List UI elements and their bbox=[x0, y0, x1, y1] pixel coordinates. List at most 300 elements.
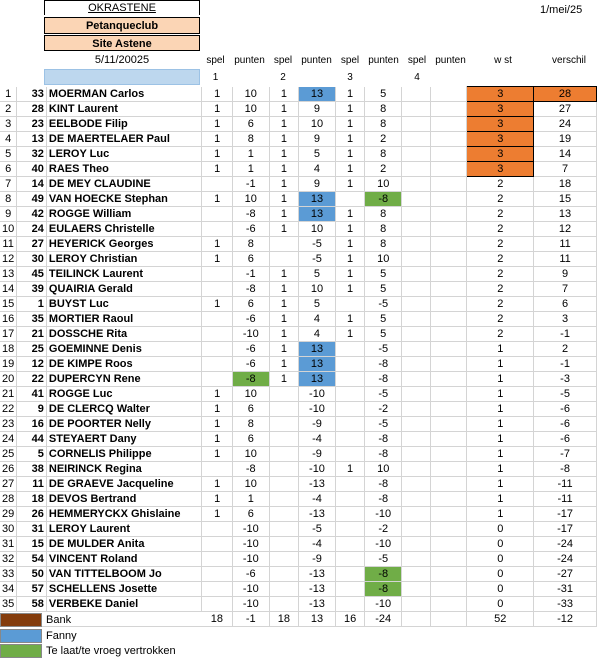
score-cell[interactable]: 10 bbox=[232, 87, 269, 102]
score-cell[interactable]: 5 bbox=[299, 297, 336, 312]
score-cell[interactable]: 19 bbox=[534, 132, 597, 147]
score-cell[interactable]: 5 bbox=[299, 267, 336, 282]
member-number-cell[interactable]: 35 bbox=[17, 312, 47, 327]
score-cell[interactable]: 1 bbox=[202, 102, 233, 117]
score-cell[interactable] bbox=[401, 192, 430, 207]
table-row[interactable] bbox=[0, 87, 597, 102]
member-number-cell[interactable]: 30 bbox=[17, 252, 47, 267]
score-cell[interactable]: 10 bbox=[365, 177, 402, 192]
rank-cell[interactable]: 8 bbox=[0, 192, 17, 207]
score-cell[interactable]: 1 bbox=[232, 147, 269, 162]
score-cell[interactable]: 2 bbox=[365, 162, 402, 177]
score-cell[interactable] bbox=[202, 582, 233, 597]
score-cell[interactable] bbox=[431, 177, 467, 192]
score-cell[interactable] bbox=[202, 597, 233, 612]
score-cell[interactable]: 0 bbox=[467, 597, 534, 612]
score-cell[interactable] bbox=[401, 312, 430, 327]
score-cell[interactable]: -8 bbox=[365, 477, 402, 492]
player-name-cell[interactable]: HEMMERYCKX Ghislaine bbox=[46, 507, 201, 522]
score-cell[interactable]: 1 bbox=[202, 432, 233, 447]
score-cell[interactable]: 1 bbox=[202, 402, 233, 417]
table-row[interactable] bbox=[0, 342, 597, 357]
score-cell[interactable]: 2 bbox=[467, 177, 534, 192]
member-number-cell[interactable]: 5 bbox=[17, 447, 47, 462]
rank-cell[interactable]: 29 bbox=[0, 507, 17, 522]
score-cell[interactable] bbox=[431, 582, 467, 597]
player-name-cell[interactable]: NEIRINCK Regina bbox=[46, 462, 201, 477]
score-cell[interactable] bbox=[335, 342, 365, 357]
score-cell[interactable] bbox=[269, 522, 299, 537]
score-cell[interactable] bbox=[269, 417, 299, 432]
score-cell[interactable] bbox=[202, 312, 233, 327]
table-row[interactable] bbox=[0, 582, 597, 597]
score-cell[interactable] bbox=[431, 372, 467, 387]
score-cell[interactable]: 6 bbox=[232, 297, 269, 312]
score-cell[interactable] bbox=[269, 237, 299, 252]
member-number-cell[interactable]: 57 bbox=[17, 582, 47, 597]
score-cell[interactable] bbox=[401, 402, 430, 417]
player-name-cell[interactable]: RAES Theo bbox=[46, 162, 201, 177]
member-number-cell[interactable]: 58 bbox=[17, 597, 47, 612]
rank-cell[interactable]: 6 bbox=[0, 162, 17, 177]
score-cell[interactable] bbox=[202, 327, 233, 342]
score-cell[interactable]: 1 bbox=[232, 162, 269, 177]
score-cell[interactable] bbox=[202, 567, 233, 582]
rank-cell[interactable]: 28 bbox=[0, 492, 17, 507]
score-cell[interactable]: -7 bbox=[534, 447, 597, 462]
score-cell[interactable]: 6 bbox=[232, 507, 269, 522]
player-name-cell[interactable]: DUPERCYN Rene bbox=[46, 372, 201, 387]
score-cell[interactable]: -10 bbox=[232, 597, 269, 612]
score-cell[interactable] bbox=[431, 567, 467, 582]
score-cell[interactable]: 1 bbox=[467, 402, 534, 417]
score-cell[interactable]: -17 bbox=[534, 507, 597, 522]
score-cell[interactable]: 1 bbox=[202, 252, 233, 267]
score-cell[interactable]: 1 bbox=[202, 447, 233, 462]
score-cell[interactable]: 8 bbox=[365, 147, 402, 162]
rank-cell[interactable]: 18 bbox=[0, 342, 17, 357]
score-cell[interactable]: -5 bbox=[299, 252, 336, 267]
score-cell[interactable] bbox=[335, 402, 365, 417]
score-cell[interactable]: 1 bbox=[335, 102, 365, 117]
score-cell[interactable]: -10 bbox=[232, 537, 269, 552]
score-cell[interactable] bbox=[401, 492, 430, 507]
score-cell[interactable]: -8 bbox=[365, 432, 402, 447]
member-number-cell[interactable]: 39 bbox=[17, 282, 47, 297]
score-cell[interactable]: 1 bbox=[335, 147, 365, 162]
score-cell[interactable] bbox=[431, 312, 467, 327]
score-cell[interactable]: 10 bbox=[232, 192, 269, 207]
score-cell[interactable] bbox=[431, 402, 467, 417]
score-cell[interactable]: -8 bbox=[365, 357, 402, 372]
score-cell[interactable] bbox=[401, 387, 430, 402]
score-cell[interactable]: 1 bbox=[335, 87, 365, 102]
score-cell[interactable] bbox=[401, 537, 430, 552]
score-cell[interactable] bbox=[269, 447, 299, 462]
rank-cell[interactable]: 3 bbox=[0, 117, 17, 132]
score-cell[interactable] bbox=[335, 552, 365, 567]
score-cell[interactable]: -6 bbox=[534, 402, 597, 417]
score-cell[interactable]: -10 bbox=[232, 327, 269, 342]
score-cell[interactable] bbox=[335, 357, 365, 372]
rank-cell[interactable]: 20 bbox=[0, 372, 17, 387]
score-cell[interactable] bbox=[401, 462, 430, 477]
score-cell[interactable]: -8 bbox=[365, 372, 402, 387]
score-cell[interactable]: -5 bbox=[534, 387, 597, 402]
table-row[interactable] bbox=[0, 207, 597, 222]
score-cell[interactable]: 1 bbox=[467, 357, 534, 372]
table-row[interactable] bbox=[0, 432, 597, 447]
rank-cell[interactable]: 12 bbox=[0, 252, 17, 267]
score-cell[interactable] bbox=[202, 222, 233, 237]
score-cell[interactable]: -10 bbox=[232, 552, 269, 567]
score-cell[interactable] bbox=[202, 522, 233, 537]
score-cell[interactable]: 6 bbox=[232, 252, 269, 267]
score-cell[interactable]: 1 bbox=[269, 147, 299, 162]
score-cell[interactable]: -1 bbox=[232, 267, 269, 282]
score-cell[interactable]: -5 bbox=[365, 417, 402, 432]
score-cell[interactable] bbox=[401, 357, 430, 372]
score-cell[interactable] bbox=[431, 342, 467, 357]
score-cell[interactable] bbox=[401, 582, 430, 597]
score-cell[interactable]: -9 bbox=[299, 552, 336, 567]
score-cell[interactable]: 10 bbox=[365, 252, 402, 267]
member-number-cell[interactable]: 23 bbox=[17, 117, 47, 132]
player-name-cell[interactable]: DE GRAEVE Jacqueline bbox=[46, 477, 201, 492]
score-cell[interactable] bbox=[401, 507, 430, 522]
score-cell[interactable]: 2 bbox=[467, 282, 534, 297]
score-cell[interactable] bbox=[269, 552, 299, 567]
score-cell[interactable] bbox=[335, 447, 365, 462]
score-cell[interactable]: 1 bbox=[269, 222, 299, 237]
player-name-cell[interactable]: DE KIMPE Roos bbox=[46, 357, 201, 372]
score-cell[interactable]: 2 bbox=[467, 192, 534, 207]
score-cell[interactable]: -8 bbox=[232, 207, 269, 222]
score-cell[interactable]: -1 bbox=[232, 177, 269, 192]
score-cell[interactable]: 10 bbox=[299, 117, 336, 132]
score-cell[interactable]: 6 bbox=[232, 432, 269, 447]
score-cell[interactable]: 1 bbox=[202, 237, 233, 252]
score-cell[interactable] bbox=[431, 207, 467, 222]
score-cell[interactable] bbox=[335, 477, 365, 492]
score-cell[interactable]: -24 bbox=[534, 537, 597, 552]
score-cell[interactable] bbox=[269, 252, 299, 267]
score-cell[interactable]: 3 bbox=[467, 132, 534, 147]
score-cell[interactable]: -13 bbox=[299, 582, 336, 597]
score-cell[interactable]: 0 bbox=[467, 552, 534, 567]
score-cell[interactable] bbox=[431, 282, 467, 297]
score-cell[interactable] bbox=[269, 477, 299, 492]
score-cell[interactable]: -8 bbox=[365, 447, 402, 462]
player-name-cell[interactable]: TEILINCK Laurent bbox=[46, 267, 201, 282]
score-cell[interactable]: 2 bbox=[467, 237, 534, 252]
member-number-cell[interactable]: 40 bbox=[17, 162, 47, 177]
score-cell[interactable]: 3 bbox=[534, 312, 597, 327]
score-cell[interactable]: -8 bbox=[232, 372, 269, 387]
score-cell[interactable] bbox=[269, 492, 299, 507]
player-name-cell[interactable]: DEVOS Bertrand bbox=[46, 492, 201, 507]
rank-cell[interactable]: 5 bbox=[0, 147, 17, 162]
score-cell[interactable] bbox=[431, 252, 467, 267]
score-cell[interactable]: 1 bbox=[335, 462, 365, 477]
member-number-cell[interactable]: 21 bbox=[17, 327, 47, 342]
score-cell[interactable]: -5 bbox=[299, 237, 336, 252]
score-cell[interactable] bbox=[431, 537, 467, 552]
score-cell[interactable]: -1 bbox=[534, 327, 597, 342]
score-cell[interactable]: 1 bbox=[335, 177, 365, 192]
score-cell[interactable]: 1 bbox=[202, 117, 233, 132]
rank-cell[interactable]: 31 bbox=[0, 537, 17, 552]
score-cell[interactable]: 10 bbox=[299, 222, 336, 237]
member-number-cell[interactable]: 31 bbox=[17, 522, 47, 537]
score-cell[interactable] bbox=[269, 402, 299, 417]
score-cell[interactable]: -6 bbox=[232, 342, 269, 357]
score-cell[interactable]: 1 bbox=[269, 117, 299, 132]
score-cell[interactable] bbox=[401, 132, 430, 147]
member-number-cell[interactable]: 45 bbox=[17, 267, 47, 282]
score-cell[interactable] bbox=[431, 492, 467, 507]
score-cell[interactable]: 0 bbox=[467, 522, 534, 537]
score-cell[interactable] bbox=[431, 462, 467, 477]
score-cell[interactable]: 8 bbox=[365, 207, 402, 222]
score-cell[interactable]: 1 bbox=[202, 132, 233, 147]
score-cell[interactable]: -13 bbox=[299, 507, 336, 522]
score-cell[interactable]: 3 bbox=[467, 162, 534, 177]
member-number-cell[interactable]: 27 bbox=[17, 237, 47, 252]
player-name-cell[interactable]: MORTIER Raoul bbox=[46, 312, 201, 327]
score-cell[interactable]: 3 bbox=[467, 87, 534, 102]
score-cell[interactable]: 10 bbox=[232, 102, 269, 117]
score-cell[interactable]: 6 bbox=[232, 117, 269, 132]
table-row[interactable] bbox=[0, 567, 597, 582]
score-cell[interactable]: 2 bbox=[467, 222, 534, 237]
score-cell[interactable]: 1 bbox=[269, 372, 299, 387]
player-name-cell[interactable]: DE MEY CLAUDINE bbox=[46, 177, 201, 192]
score-cell[interactable] bbox=[401, 552, 430, 567]
score-cell[interactable]: 5 bbox=[299, 147, 336, 162]
score-cell[interactable]: 4 bbox=[299, 162, 336, 177]
score-cell[interactable]: -5 bbox=[365, 387, 402, 402]
player-name-cell[interactable]: VAN HOECKE Stephan bbox=[46, 192, 201, 207]
table-row[interactable] bbox=[0, 417, 597, 432]
score-cell[interactable]: -10 bbox=[232, 522, 269, 537]
player-name-cell[interactable]: VERBEKE Daniel bbox=[46, 597, 201, 612]
score-cell[interactable]: 1 bbox=[269, 87, 299, 102]
score-cell[interactable]: 8 bbox=[365, 102, 402, 117]
score-cell[interactable]: -6 bbox=[232, 222, 269, 237]
score-cell[interactable]: 13 bbox=[299, 192, 336, 207]
score-cell[interactable]: 2 bbox=[467, 267, 534, 282]
rank-cell[interactable]: 19 bbox=[0, 357, 17, 372]
score-cell[interactable]: -10 bbox=[299, 402, 336, 417]
table-row[interactable] bbox=[0, 552, 597, 567]
table-row[interactable] bbox=[0, 102, 597, 117]
score-cell[interactable]: 1 bbox=[467, 507, 534, 522]
score-cell[interactable] bbox=[401, 117, 430, 132]
score-cell[interactable] bbox=[431, 477, 467, 492]
score-cell[interactable] bbox=[202, 552, 233, 567]
score-cell[interactable] bbox=[431, 507, 467, 522]
score-cell[interactable]: 6 bbox=[232, 402, 269, 417]
table-row[interactable] bbox=[0, 312, 597, 327]
score-cell[interactable]: -8 bbox=[365, 582, 402, 597]
rank-cell[interactable]: 32 bbox=[0, 552, 17, 567]
score-cell[interactable]: 8 bbox=[365, 117, 402, 132]
score-cell[interactable]: -8 bbox=[365, 492, 402, 507]
score-cell[interactable]: 8 bbox=[232, 132, 269, 147]
score-cell[interactable]: 1 bbox=[202, 162, 233, 177]
score-cell[interactable]: -5 bbox=[365, 297, 402, 312]
member-number-cell[interactable]: 24 bbox=[17, 222, 47, 237]
score-cell[interactable] bbox=[401, 522, 430, 537]
score-cell[interactable] bbox=[335, 537, 365, 552]
score-cell[interactable]: 1 bbox=[269, 297, 299, 312]
score-cell[interactable]: -8 bbox=[365, 192, 402, 207]
player-name-cell[interactable]: EELBODE Filip bbox=[46, 117, 201, 132]
member-number-cell[interactable]: 42 bbox=[17, 207, 47, 222]
rank-cell[interactable]: 25 bbox=[0, 447, 17, 462]
player-name-cell[interactable]: BUYST Luc bbox=[46, 297, 201, 312]
score-cell[interactable]: 1 bbox=[335, 282, 365, 297]
table-row[interactable] bbox=[0, 387, 597, 402]
score-cell[interactable] bbox=[401, 282, 430, 297]
member-number-cell[interactable]: 16 bbox=[17, 417, 47, 432]
player-name-cell[interactable]: HEYERICK Georges bbox=[46, 237, 201, 252]
rank-cell[interactable]: 14 bbox=[0, 282, 17, 297]
table-row[interactable] bbox=[0, 522, 597, 537]
member-number-cell[interactable]: 41 bbox=[17, 387, 47, 402]
score-cell[interactable]: -8 bbox=[534, 462, 597, 477]
player-name-cell[interactable]: QUAIRIA Gerald bbox=[46, 282, 201, 297]
member-number-cell[interactable]: 9 bbox=[17, 402, 47, 417]
score-cell[interactable]: 1 bbox=[467, 372, 534, 387]
score-cell[interactable] bbox=[335, 507, 365, 522]
score-cell[interactable] bbox=[401, 267, 430, 282]
score-cell[interactable] bbox=[431, 162, 467, 177]
score-cell[interactable]: 11 bbox=[534, 237, 597, 252]
score-cell[interactable] bbox=[401, 432, 430, 447]
score-cell[interactable]: -31 bbox=[534, 582, 597, 597]
score-cell[interactable] bbox=[202, 372, 233, 387]
score-cell[interactable]: 24 bbox=[534, 117, 597, 132]
player-name-cell[interactable]: ROGGE Luc bbox=[46, 387, 201, 402]
score-cell[interactable]: 1 bbox=[202, 417, 233, 432]
score-cell[interactable]: 14 bbox=[534, 147, 597, 162]
score-cell[interactable]: -11 bbox=[534, 477, 597, 492]
table-row[interactable] bbox=[0, 192, 597, 207]
score-cell[interactable]: 1 bbox=[335, 237, 365, 252]
score-cell[interactable]: -6 bbox=[534, 432, 597, 447]
score-cell[interactable] bbox=[431, 117, 467, 132]
score-cell[interactable] bbox=[431, 417, 467, 432]
score-cell[interactable]: 0 bbox=[467, 567, 534, 582]
score-cell[interactable] bbox=[431, 267, 467, 282]
score-cell[interactable]: 2 bbox=[467, 207, 534, 222]
score-cell[interactable]: -2 bbox=[365, 522, 402, 537]
rank-cell[interactable]: 11 bbox=[0, 237, 17, 252]
score-cell[interactable] bbox=[431, 522, 467, 537]
score-cell[interactable]: 1 bbox=[269, 357, 299, 372]
player-name-cell[interactable]: SCHELLENS Josette bbox=[46, 582, 201, 597]
score-cell[interactable]: -13 bbox=[299, 477, 336, 492]
member-number-cell[interactable]: 14 bbox=[17, 177, 47, 192]
score-cell[interactable] bbox=[431, 237, 467, 252]
player-name-cell[interactable]: ROGGE William bbox=[46, 207, 201, 222]
rank-cell[interactable]: 34 bbox=[0, 582, 17, 597]
score-cell[interactable] bbox=[335, 417, 365, 432]
rank-cell[interactable]: 16 bbox=[0, 312, 17, 327]
score-cell[interactable] bbox=[269, 582, 299, 597]
score-cell[interactable]: 7 bbox=[534, 282, 597, 297]
score-cell[interactable]: 1 bbox=[232, 492, 269, 507]
rank-cell[interactable]: 7 bbox=[0, 177, 17, 192]
score-cell[interactable]: 1 bbox=[335, 312, 365, 327]
score-cell[interactable]: 1 bbox=[335, 117, 365, 132]
rank-cell[interactable]: 10 bbox=[0, 222, 17, 237]
score-cell[interactable]: 15 bbox=[534, 192, 597, 207]
table-row[interactable] bbox=[0, 402, 597, 417]
table-row[interactable] bbox=[0, 252, 597, 267]
score-cell[interactable] bbox=[431, 432, 467, 447]
score-cell[interactable]: 1 bbox=[269, 207, 299, 222]
member-number-cell[interactable]: 50 bbox=[17, 567, 47, 582]
player-name-cell[interactable]: KINT Laurent bbox=[46, 102, 201, 117]
rank-cell[interactable]: 9 bbox=[0, 207, 17, 222]
player-name-cell[interactable]: GOEMINNE Denis bbox=[46, 342, 201, 357]
score-cell[interactable]: -10 bbox=[365, 537, 402, 552]
table-row[interactable] bbox=[0, 537, 597, 552]
table-row[interactable] bbox=[0, 267, 597, 282]
score-cell[interactable]: -27 bbox=[534, 567, 597, 582]
score-cell[interactable] bbox=[401, 147, 430, 162]
table-row[interactable] bbox=[0, 477, 597, 492]
score-cell[interactable]: 2 bbox=[365, 132, 402, 147]
score-cell[interactable] bbox=[401, 372, 430, 387]
score-cell[interactable]: 1 bbox=[202, 387, 233, 402]
score-cell[interactable] bbox=[401, 207, 430, 222]
table-row[interactable] bbox=[0, 222, 597, 237]
score-cell[interactable]: 1 bbox=[269, 132, 299, 147]
score-cell[interactable]: 13 bbox=[299, 207, 336, 222]
score-cell[interactable] bbox=[401, 162, 430, 177]
table-row[interactable] bbox=[0, 147, 597, 162]
player-name-cell[interactable]: EULAERS Christelle bbox=[46, 222, 201, 237]
score-cell[interactable]: 13 bbox=[299, 372, 336, 387]
score-cell[interactable] bbox=[401, 237, 430, 252]
score-cell[interactable]: -5 bbox=[365, 552, 402, 567]
score-cell[interactable]: -33 bbox=[534, 597, 597, 612]
score-cell[interactable] bbox=[269, 387, 299, 402]
score-cell[interactable]: 1 bbox=[202, 477, 233, 492]
score-cell[interactable] bbox=[335, 567, 365, 582]
score-cell[interactable]: 8 bbox=[365, 222, 402, 237]
score-cell[interactable]: -8 bbox=[232, 282, 269, 297]
score-cell[interactable] bbox=[335, 387, 365, 402]
player-name-cell[interactable]: CORNELIS Philippe bbox=[46, 447, 201, 462]
table-row[interactable] bbox=[0, 372, 597, 387]
score-cell[interactable]: 5 bbox=[365, 267, 402, 282]
table-row[interactable] bbox=[0, 177, 597, 192]
table-row[interactable] bbox=[0, 297, 597, 312]
score-cell[interactable]: 1 bbox=[269, 102, 299, 117]
member-number-cell[interactable]: 28 bbox=[17, 102, 47, 117]
score-cell[interactable] bbox=[401, 447, 430, 462]
score-cell[interactable]: 2 bbox=[534, 342, 597, 357]
score-cell[interactable] bbox=[401, 327, 430, 342]
score-cell[interactable]: 1 bbox=[335, 222, 365, 237]
score-cell[interactable] bbox=[202, 267, 233, 282]
score-cell[interactable] bbox=[335, 582, 365, 597]
